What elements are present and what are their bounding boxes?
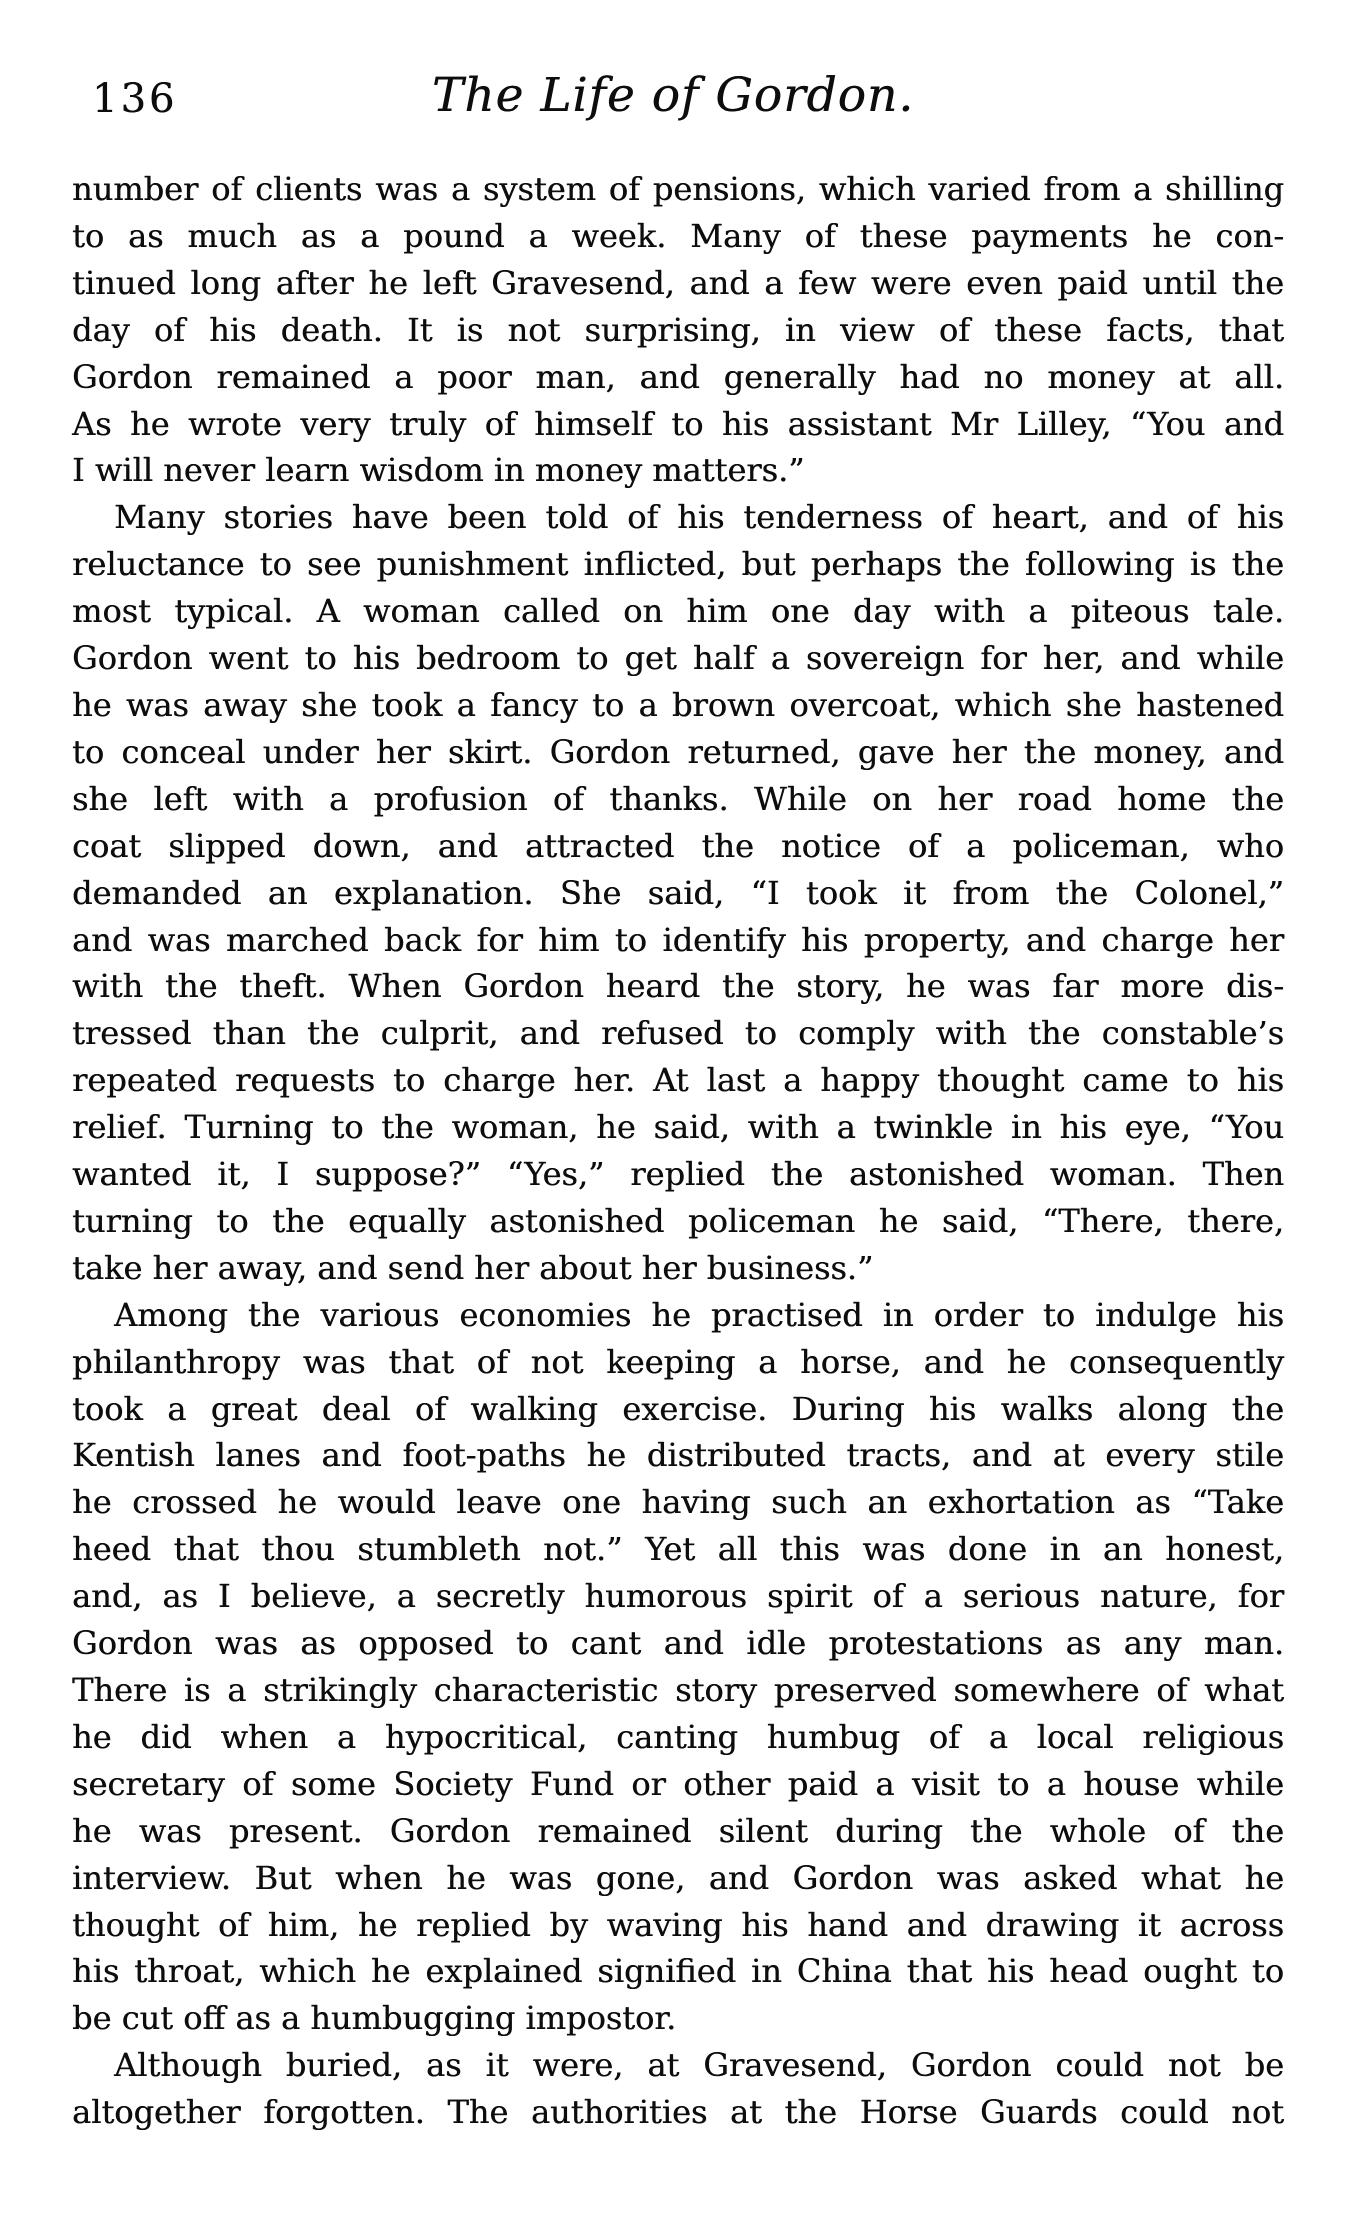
text-line: Kentish lanes and foot-paths he distributed tracts, and at every stile bbox=[72, 1436, 1284, 1475]
text-line: secretary of some Society Fund or other paid a visit to a house while bbox=[72, 1764, 1284, 1803]
text-line: take her away, and send her about her business.” bbox=[72, 1248, 874, 1287]
text-line: relief. Turning to the woman, he said, with a twinkle in his eye, “You bbox=[72, 1108, 1284, 1147]
text-line: thought of him, he replied by waving his hand and drawing it across bbox=[72, 1905, 1284, 1944]
text-line: wanted it, I suppose?” “Yes,” replied the astonished woman. Then bbox=[72, 1155, 1284, 1194]
text-line: There is a strikingly characteristic story preserved somewhere of what bbox=[72, 1671, 1284, 1709]
text-line: tinued long after he left Gravesend, and a few were even paid until the bbox=[72, 263, 1284, 302]
text-line: to conceal under her skirt. Gordon returned, gave her the money, and bbox=[72, 732, 1284, 771]
text-line: he crossed he would leave one having such an exhortation as “Take bbox=[72, 1483, 1284, 1522]
text-line: As he wrote very truly of himself to his assistant Mr Lilley, “You and bbox=[72, 404, 1284, 443]
text-line: and, as I believe, a secretly humorous spirit of a serious nature, for bbox=[72, 1577, 1284, 1616]
text-line: repeated requests to charge her. At last a happy thought came to his bbox=[72, 1061, 1284, 1100]
paragraph bbox=[72, 494, 1284, 1291]
text-line: he was present. Gordon remained silent during the whole of the bbox=[72, 1811, 1284, 1850]
text-line: be cut off as a humbugging impostor. bbox=[72, 1999, 677, 2038]
text-line: altogether forgotten. The authorities at the Horse Guards could not bbox=[72, 2093, 1284, 2132]
page-number: 136 bbox=[92, 76, 178, 122]
text-line: took a great deal of walking exercise. During his walks along the bbox=[72, 1389, 1284, 1428]
text-line: day of his death. It is not surprising, in view of these facts, that bbox=[72, 310, 1284, 349]
text-line: I will never learn wisdom in money matters.” bbox=[72, 451, 805, 490]
text-line: coat slipped down, and attracted the notice of a policeman, who bbox=[72, 826, 1284, 865]
text-line: turning to the equally astonished policeman he said, “There, there, bbox=[72, 1201, 1284, 1240]
text-line: and was marched back for him to identify his property, and charge her bbox=[72, 920, 1284, 959]
text-line: Many stories have been told of his tenderness of heart, and of his bbox=[114, 498, 1284, 537]
text-line: Among the various economies he practised in order to indulge his bbox=[114, 1295, 1284, 1334]
paragraph bbox=[72, 2042, 1284, 2136]
text-line: demanded an explanation. She said, “I took it from the Colonel,” bbox=[72, 873, 1284, 912]
text-line: reluctance to see punishment inflicted, but perhaps the following is the bbox=[72, 545, 1284, 584]
text-line: heed that thou stumbleth not.” Yet all this was done in an honest, bbox=[72, 1530, 1284, 1569]
page-header-title: The Life of Gordon. bbox=[431, 68, 915, 123]
text-line: his throat, which he explained signified in China that his head ought to bbox=[72, 1952, 1284, 1991]
text-line: most typical. A woman called on him one day with a piteous tale. bbox=[72, 592, 1284, 631]
text-line: he was away she took a fancy to a brown overcoat, which she hastened bbox=[72, 685, 1284, 724]
text-line: number of clients was a system of pensions, which varied from a shilling bbox=[72, 170, 1284, 208]
text-line: tressed than the culprit, and refused to comply with the constable’s bbox=[72, 1014, 1284, 1053]
text-line: he did when a hypocritical, canting humbug of a local religious bbox=[72, 1717, 1284, 1756]
paragraph bbox=[72, 1292, 1284, 2043]
text-line: Gordon was as opposed to cant and idle protestations as any man. bbox=[72, 1624, 1284, 1663]
page-body bbox=[72, 166, 1284, 2136]
paragraph bbox=[72, 166, 1284, 494]
text-line: Gordon went to his bedroom to get half a sovereign for her, and while bbox=[72, 639, 1284, 678]
text-line: to as much as a pound a week. Many of these payments he con- bbox=[72, 216, 1284, 255]
text-line: with the theft. When Gordon heard the story, he was far more dis- bbox=[72, 967, 1284, 1006]
text-line: interview. But when he was gone, and Gordon was asked what he bbox=[72, 1858, 1284, 1897]
text-line: she left with a profusion of thanks. While on her road home the bbox=[72, 779, 1284, 818]
text-line: Although buried, as it were, at Gravesend, Gordon could not be bbox=[114, 2046, 1284, 2085]
text-line: philanthropy was that of not keeping a horse, and he consequently bbox=[72, 1342, 1284, 1381]
text-line: Gordon remained a poor man, and generally had no money at all. bbox=[72, 357, 1284, 396]
